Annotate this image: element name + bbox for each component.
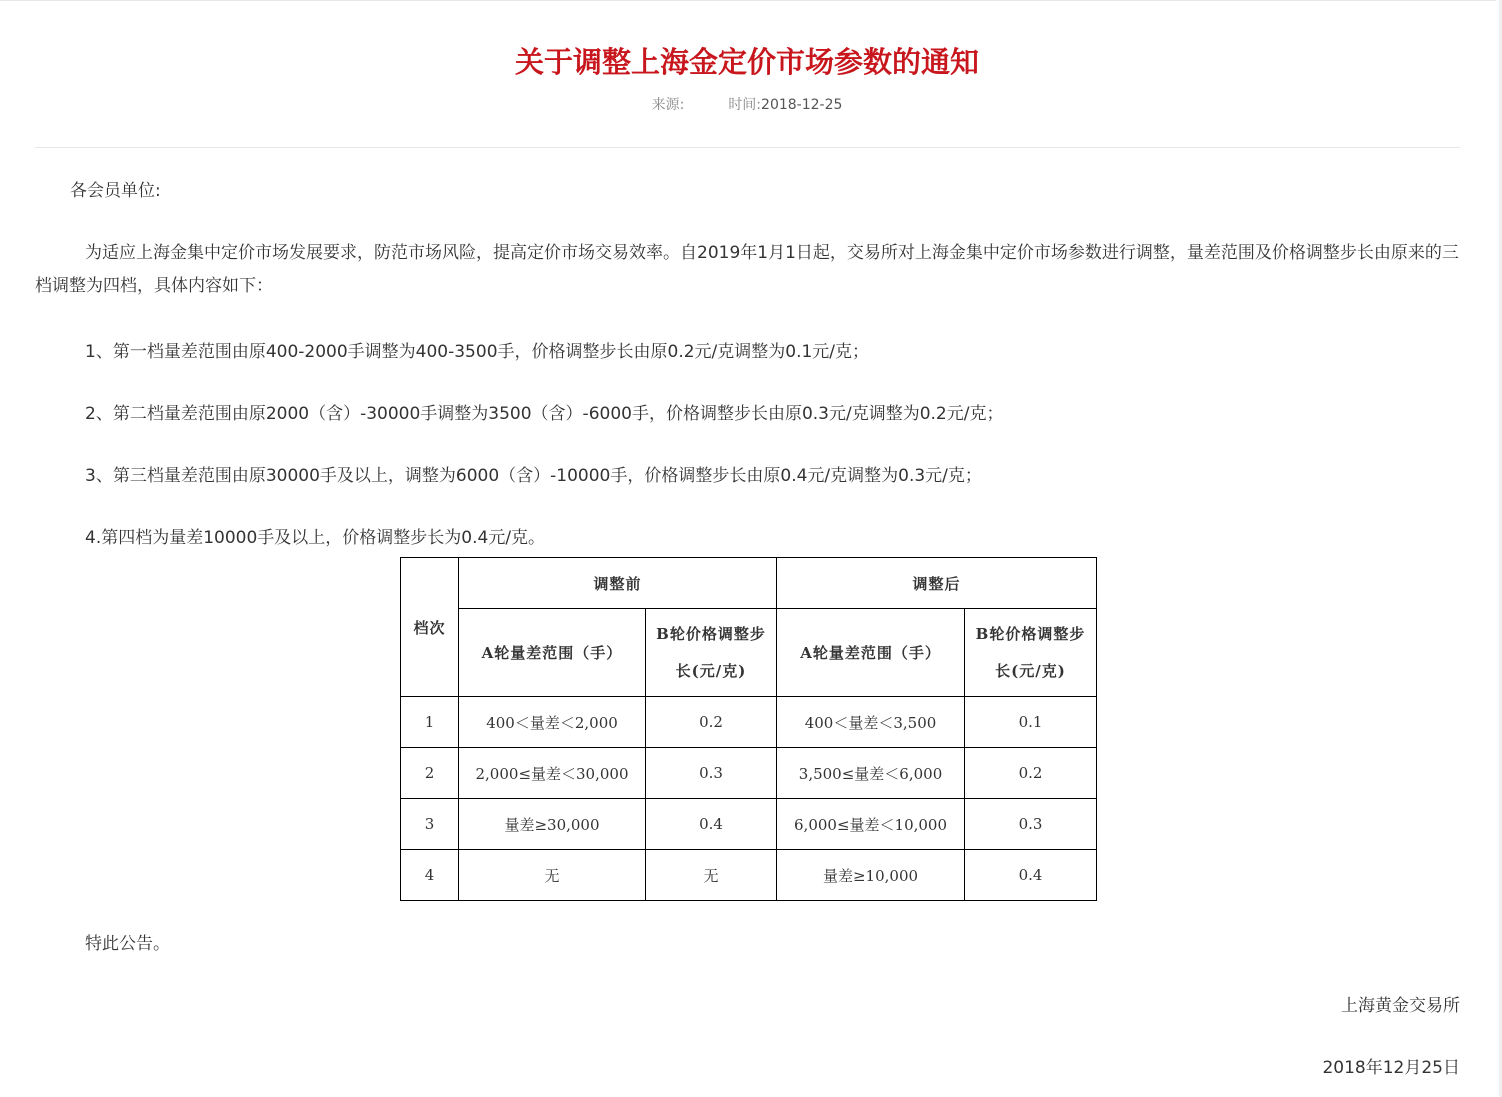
salutation: 各会员单位: (70, 181, 161, 201)
table-header-row (401, 558, 1097, 609)
tier-cell: 4 (401, 850, 459, 901)
time-value: 2018-12-25 (761, 97, 843, 113)
sub-header-before-a: A轮量差范围（手） (459, 609, 646, 697)
before-range-cell: 2,000≤量差＜30,000 (459, 748, 646, 799)
before-step-cell: 无 (646, 850, 777, 901)
tier-cell: 2 (401, 748, 459, 799)
sub-header-after-b: B轮价格调整步长(元/克) (965, 609, 1097, 697)
table-row (401, 697, 1097, 748)
after-range-cell: 3,500≤量差＜6,000 (777, 748, 965, 799)
before-range-cell: 量差≥30,000 (459, 799, 646, 850)
item-2: 2、第二档量差范围由原2000（含）-30000手调整为3500（含）-6000手，价格调整步长由原0.3元/克调整为0.2元/克； (85, 404, 1004, 424)
table-row (401, 748, 1097, 799)
header-after: 调整后 (777, 558, 1097, 609)
item-4: 4.第四档为量差10000手及以上，价格调整步长为0.4元/克。 (85, 528, 546, 548)
after-range-cell: 量差≥10,000 (777, 850, 965, 901)
signature: 上海黄金交易所 (1341, 996, 1460, 1016)
top-border (0, 0, 1496, 1)
header-tier: 档次 (401, 558, 459, 697)
item-3: 3、第三档量差范围由原30000手及以上，调整为6000（含）-10000手，价格调整步长由原0.4元/克调整为0.3元/克； (85, 466, 982, 486)
title-divider (35, 147, 1460, 148)
table-row (401, 850, 1097, 901)
table-subheader-row (401, 609, 1097, 697)
after-range-cell: 6,000≤量差＜10,000 (777, 799, 965, 850)
article-meta (0, 94, 1494, 114)
after-step-cell: 0.2 (965, 748, 1097, 799)
after-step-cell: 0.3 (965, 799, 1097, 850)
source-label: 来源: (651, 97, 685, 113)
before-step-cell: 0.3 (646, 748, 777, 799)
item-1: 1、第一档量差范围由原400-2000手调整为400-3500手，价格调整步长由原0.2元/克调整为0.1元/克； (85, 342, 870, 362)
after-range-cell: 400＜量差＜3,500 (777, 697, 965, 748)
intro-paragraph: 为适应上海金集中定价市场发展要求，防范市场风险，提高定价市场交易效率。自2019年1月1日起，交易所对上海金集中定价市场参数进行调整，量差范围及价格调整步长由原来的三档调整为四档，具体内容如下： (35, 243, 1459, 296)
table-row (401, 799, 1097, 850)
page-title: 关于调整上海金定价市场参数的通知 (514, 45, 979, 79)
after-step-cell: 0.1 (965, 697, 1097, 748)
parameter-table (400, 557, 1097, 901)
tier-cell: 1 (401, 697, 459, 748)
closing-text: 特此公告。 (85, 934, 170, 954)
before-range-cell: 400＜量差＜2,000 (459, 697, 646, 748)
before-step-cell: 0.4 (646, 799, 777, 850)
before-range-cell: 无 (459, 850, 646, 901)
before-step-cell: 0.2 (646, 697, 777, 748)
header-before: 调整前 (459, 558, 777, 609)
time-label: 时间: (728, 97, 762, 113)
after-step-cell: 0.4 (965, 850, 1097, 901)
sign-date: 2018年12月25日 (1322, 1058, 1460, 1078)
sub-header-before-b: B轮价格调整步长(元/克) (646, 609, 777, 697)
tier-cell: 3 (401, 799, 459, 850)
sub-header-after-a: A轮量差范围（手） (777, 609, 965, 697)
